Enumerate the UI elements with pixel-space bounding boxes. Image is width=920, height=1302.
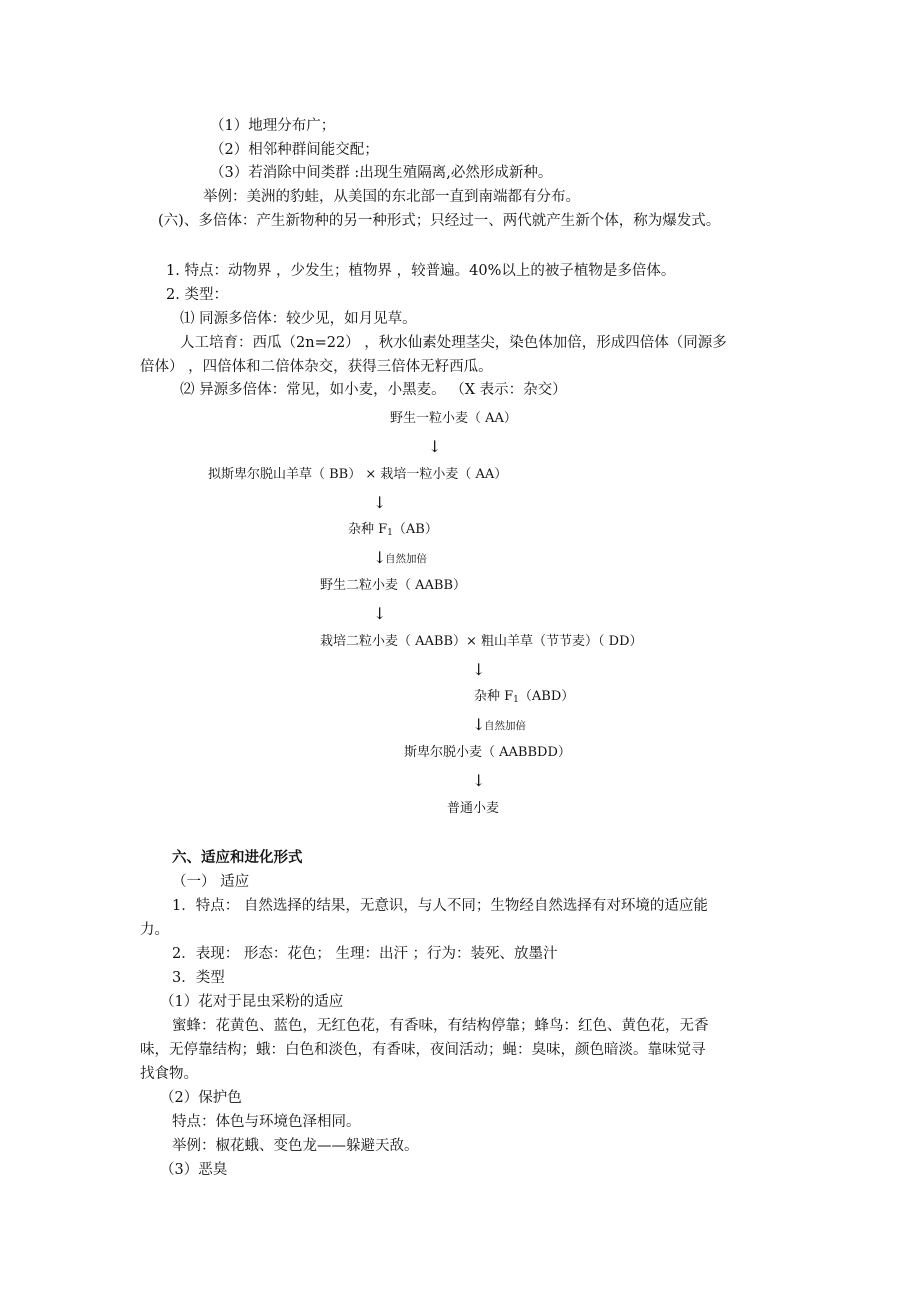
geo-item-3: （3）若消除中间类群 :出现生殖隔离,必然形成新种。 [210,165,553,181]
flower-line-1: 蜜蜂：花黄色、蓝色，无红色花，有香味，有结构停靠；蜂鸟：红色、黄色花，无香 [172,1018,709,1034]
protect-heading: （2）保护色 [160,1090,242,1106]
wheat-node-spelt: 斯卑尔脱小麦（ AABBDD） [404,745,571,760]
polyploid-heading: (六)、多倍体：产生新物种的另一种形式；只经过一、两代就产生新个体，称为爆发式。 [158,213,721,229]
artificial-line-1: 人工培育：西瓜（2n=22） ，秋水仙素处理茎尖，染色体加倍，形成四倍体（同源多 [180,335,727,351]
geo-example: 举例：美洲的豹蛙，从美国的东北部一直到南端都有分布。 [203,189,580,205]
odor-heading: （3）恶臭 [160,1162,228,1178]
flower-heading: （1）花对于昆虫采粉的适应 [160,994,344,1010]
wheat-node-hybrid-abd [474,687,574,710]
hybrid-abd-post: （ABD） [518,689,575,704]
adaptation-feature-2: 力。 [140,922,169,938]
adaptation-heading: 六、适应和进化形式 [172,849,303,866]
polyploid-feature: 1. 特点：动物界 ，少发生；植物界 ，较普遍。40%以上的被子植物是多倍体。 [166,263,676,279]
hybrid-ab-pre: 杂种 F [348,522,388,537]
adaptation-sub-1: （一） 适应 [172,874,250,890]
geo-item-1: （1）地理分布广； [210,118,336,134]
wheat-node-wild-einkorn: 野生一粒小麦（ AA） [390,411,517,426]
flower-line-2: 味，无停靠结构；蛾：白色和淡色，有香味，夜间活动；蝇：臭味，颜色暗淡。靠味觉寻 [140,1042,706,1058]
wheat-node-cross-1: 拟斯卑尔脱山羊草（ BB） × 栽培一粒小麦（ AA） [208,467,508,482]
flow-arrow-icon: ↓ [472,771,486,790]
hybrid-abd-pre: 杂种 F [474,689,514,704]
geo-item-2: （2）相邻种群间能交配； [210,142,379,158]
allopolyploid: ⑵ 异源多倍体：常见，如小麦，小黑麦。 （X 表示：杂交） [180,382,567,398]
wheat-node-wild-emmer: 野生二粒小麦（ AABB） [320,578,467,593]
flow-arrow-icon: ↓ [472,715,486,734]
hybrid-ab-post: （AB） [392,522,438,537]
adaptation-type: 3．类型 [172,970,225,986]
artificial-line-2: 倍体） ，四倍体和二倍体杂交，获得三倍体无籽西瓜。 [140,359,493,375]
protect-example: 举例：椒花蛾、变色龙——躲避天敌。 [172,1138,419,1154]
wheat-node-cross-2: 栽培二粒小麦（ AABB）× 粗山羊草（节节麦）（ DD） [320,634,643,649]
autopolyploid: ⑴ 同源多倍体：较少见，如月见草。 [180,311,417,327]
flow-arrow-icon: ↓ [373,493,387,512]
natural-doubling-label: 自然加倍 [484,720,526,732]
polyploid-types: 2. 类型： [166,287,228,303]
flow-arrow-icon: ↓ [373,548,387,567]
adaptation-show: 2．表现： 形态：花色； 生理：出汗 ；行为：装死、放墨汁 [172,946,558,962]
wheat-node-hybrid-ab [348,520,438,543]
flow-arrow-icon: ↓ [428,437,442,456]
flower-line-3: 找食物。 [140,1066,198,1082]
hybrid-ab-sub: 1 [387,528,393,538]
hybrid-abd-sub: 1 [513,695,519,705]
wheat-node-common-wheat: 普通小麦 [447,801,500,816]
protect-feature: 特点：体色与环境色泽相同。 [172,1114,361,1130]
flow-arrow-icon: ↓ [472,660,486,679]
adaptation-feature-1: 1．特点： 自然选择的结果，无意识，与人不同；生物经自然选择有对环境的适应能 [172,898,708,914]
flow-arrow-icon: ↓ [373,604,387,623]
natural-doubling-label: 自然加倍 [385,553,427,565]
